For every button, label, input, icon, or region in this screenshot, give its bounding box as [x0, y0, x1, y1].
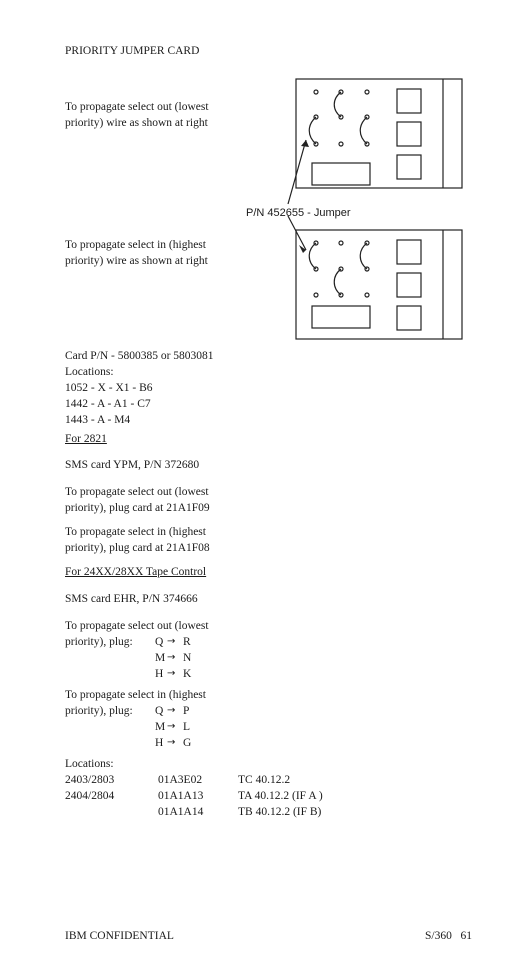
plug-from-pin: H	[155, 737, 164, 749]
section-2821-sms: SMS card YPM, P/N 372680	[65, 459, 200, 471]
card-pn: Card P/N - 5800385 or 5803081	[65, 350, 214, 362]
location-cell: TB 40.12.2 (IF B)	[238, 806, 322, 818]
section-2821-heading: For 2821	[65, 433, 107, 445]
card-location: 1052 - X - X1 - B6	[65, 382, 153, 394]
select-out-line-1: To propagate select out (lowest	[65, 101, 209, 113]
arrow-right-icon: →	[167, 668, 176, 679]
arrow-right-icon: →	[167, 721, 176, 732]
card-location: 1443 - A - M4	[65, 414, 131, 426]
select-in-line-2: priority) wire as shown at right	[65, 255, 208, 267]
tape-select-out-line-1: To propagate select out (lowest	[65, 620, 209, 632]
location-cell: TA 40.12.2 (IF A )	[238, 790, 323, 802]
plug-to-pin: L	[183, 721, 191, 733]
location-cell: 01A1A13	[158, 790, 204, 802]
plug-to-pin: G	[183, 737, 192, 749]
plug-from-pin: M	[155, 652, 166, 664]
footer-right: S/360 61	[425, 930, 472, 942]
arrow-right-icon: →	[167, 636, 176, 647]
section-2821-select-in	[65, 524, 210, 556]
plug-to-pin: P	[183, 705, 190, 717]
arrow-right-icon: →	[167, 737, 176, 748]
location-cell: 2403/2803	[65, 774, 115, 786]
select-out-line-2: priority) wire as shown at right	[65, 117, 208, 129]
section-2821-out-line-1: To propagate select out (lowest	[65, 486, 209, 498]
tape-locations-label: Locations:	[65, 758, 114, 770]
arrow-right-icon: →	[167, 652, 176, 663]
plug-from-pin: H	[155, 668, 164, 680]
plug-from-pin: Q	[155, 636, 164, 648]
section-2821-select-out	[65, 484, 210, 516]
card-locations-label: Locations:	[65, 366, 114, 378]
section-2821-out-line-2: priority), plug card at 21A1F09	[65, 502, 210, 514]
tape-control-heading: For 24XX/28XX Tape Control	[65, 566, 207, 578]
jumper-label: P/N 452655 - Jumper	[246, 207, 351, 219]
plug-from-pin: Q	[155, 705, 164, 717]
location-cell: 01A1A14	[158, 806, 204, 818]
plug-to-pin: R	[183, 636, 191, 648]
plug-to-pin: K	[183, 668, 192, 680]
arrow-right-icon: →	[167, 705, 176, 716]
location-cell: 01A3E02	[158, 774, 203, 786]
tape-select-in-line-2: priority), plug:	[65, 705, 133, 717]
location-cell: TC 40.12.2	[238, 774, 291, 786]
tape-control-sms: SMS card EHR, P/N 374666	[65, 593, 198, 605]
section-2821-in-line-2: priority), plug card at 21A1F08	[65, 542, 210, 554]
footer-left: IBM CONFIDENTIAL	[65, 930, 174, 942]
location-cell: 2404/2804	[65, 790, 115, 802]
plug-from-pin: M	[155, 721, 166, 733]
tape-select-in-line-1: To propagate select in (highest	[65, 689, 206, 701]
tape-select-out-line-2: priority), plug:	[65, 636, 133, 648]
jumper-leader-lines	[288, 140, 306, 250]
select-out-card-diagram	[296, 79, 462, 188]
card-location: 1442 - A - A1 - C7	[65, 398, 151, 410]
page-title: PRIORITY JUMPER CARD	[65, 45, 200, 57]
select-in-line-1: To propagate select in (highest	[65, 239, 206, 251]
section-2821-in-line-1: To propagate select in (highest	[65, 526, 206, 538]
plug-to-pin: N	[183, 652, 192, 664]
card-info	[65, 348, 214, 428]
select-in-card-diagram	[296, 230, 462, 339]
